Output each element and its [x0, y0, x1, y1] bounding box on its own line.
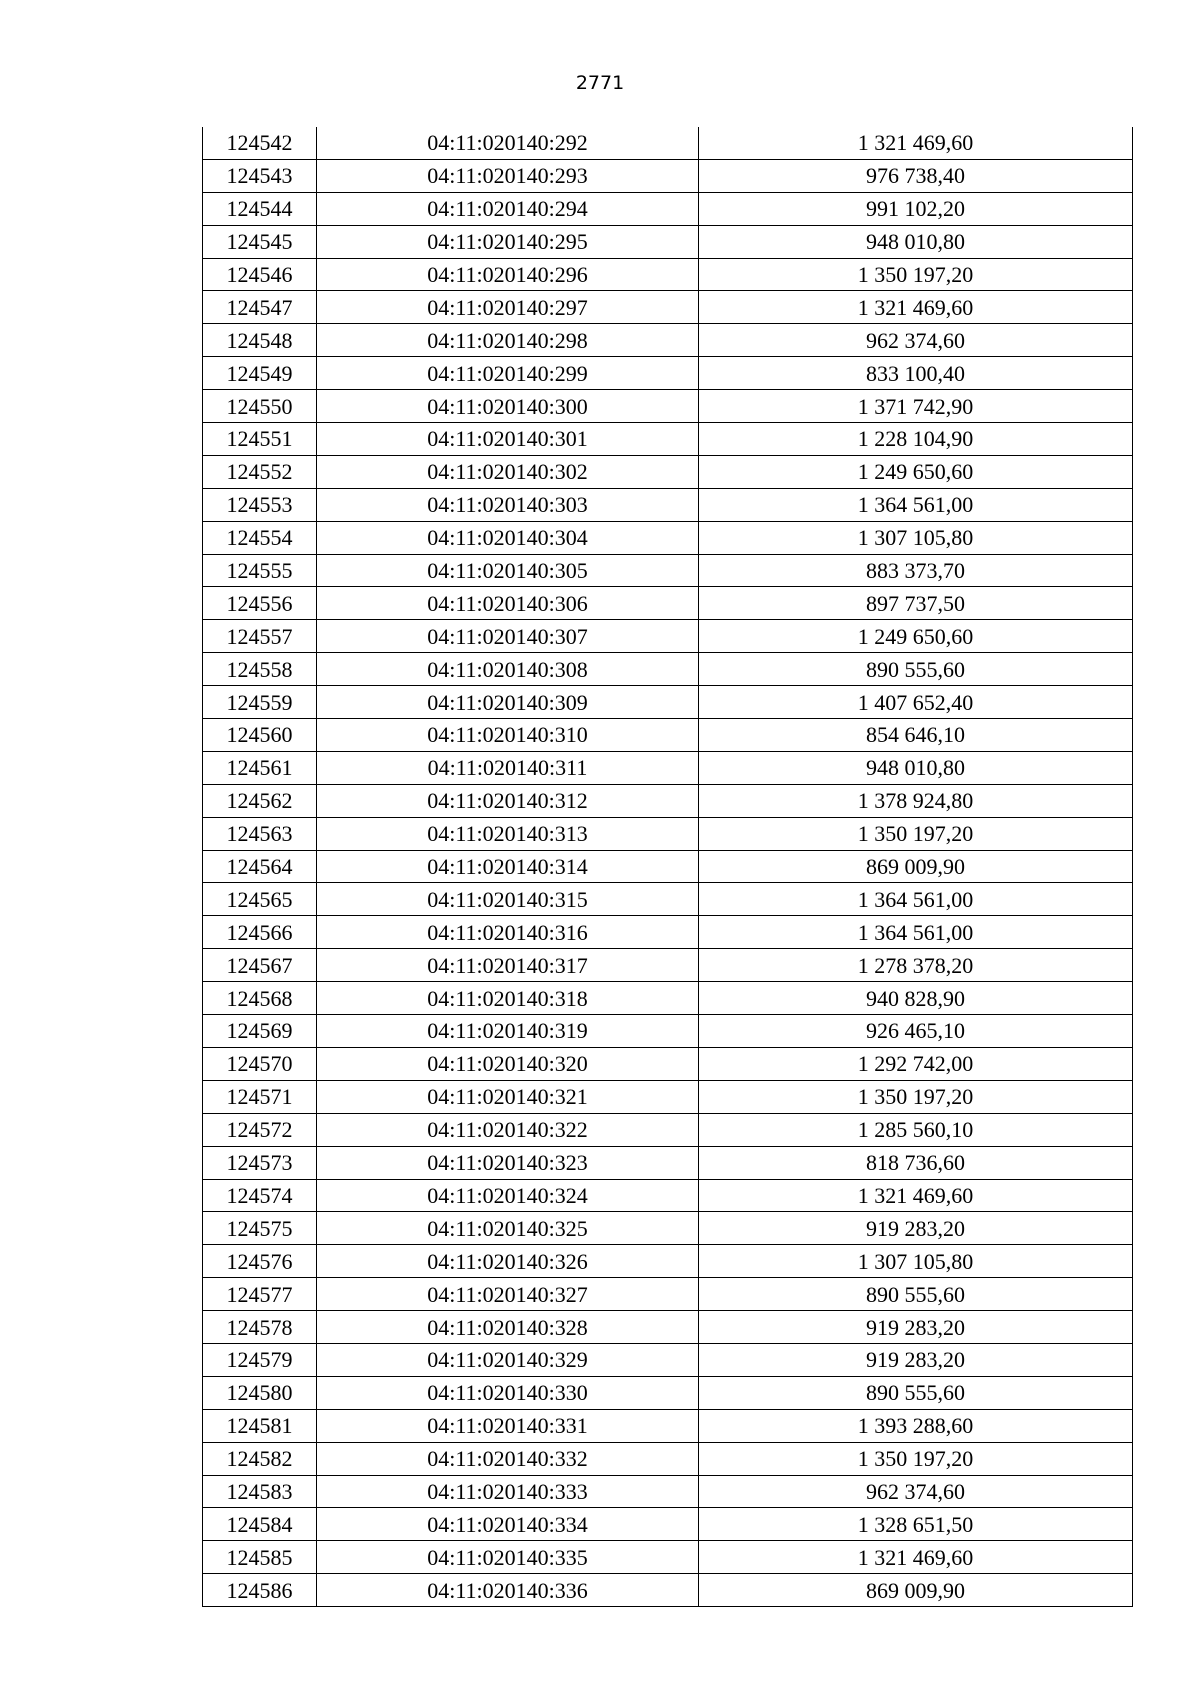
- table-row: [203, 1080, 1133, 1113]
- table-row: [203, 1541, 1133, 1574]
- value-cell: 1 278 378,20: [699, 949, 1133, 982]
- table-row: [203, 1047, 1133, 1080]
- row-number-cell: 124556: [203, 587, 317, 620]
- row-number-cell: 124550: [203, 390, 317, 423]
- value-cell: 890 555,60: [699, 653, 1133, 686]
- table-row: [203, 1113, 1133, 1146]
- table-row: [203, 357, 1133, 390]
- table-row: [203, 784, 1133, 817]
- value-cell: 1 292 742,00: [699, 1047, 1133, 1080]
- table-row: [203, 324, 1133, 357]
- table-row: [203, 488, 1133, 521]
- row-number-cell: 124586: [203, 1574, 317, 1607]
- row-number-cell: 124560: [203, 719, 317, 752]
- table-row: [203, 587, 1133, 620]
- table-row: [203, 291, 1133, 324]
- row-number-cell: 124577: [203, 1278, 317, 1311]
- value-cell: 962 374,60: [699, 324, 1133, 357]
- table-row: [203, 686, 1133, 719]
- value-cell: 1 350 197,20: [699, 258, 1133, 291]
- table-row: [203, 653, 1133, 686]
- row-number-cell: 124549: [203, 357, 317, 390]
- cadastral-number-cell: 04:11:020140:299: [317, 357, 699, 390]
- value-cell: 948 010,80: [699, 751, 1133, 784]
- value-cell: 1 321 469,60: [699, 291, 1133, 324]
- cadastral-number-cell: 04:11:020140:333: [317, 1475, 699, 1508]
- table-row: [203, 159, 1133, 192]
- value-cell: 1 364 561,00: [699, 488, 1133, 521]
- table-row: [203, 916, 1133, 949]
- cadastral-number-cell: 04:11:020140:311: [317, 751, 699, 784]
- cadastral-number-cell: 04:11:020140:329: [317, 1343, 699, 1376]
- table-row: [203, 1311, 1133, 1344]
- page-number: 2771: [575, 72, 625, 94]
- value-cell: 1 328 651,50: [699, 1508, 1133, 1541]
- cadastral-number-cell: 04:11:020140:306: [317, 587, 699, 620]
- table-row: [203, 850, 1133, 883]
- row-number-cell: 124564: [203, 850, 317, 883]
- cadastral-number-cell: 04:11:020140:321: [317, 1080, 699, 1113]
- row-number-cell: 124551: [203, 423, 317, 456]
- row-number-cell: 124571: [203, 1080, 317, 1113]
- table-row: [203, 1409, 1133, 1442]
- cadastral-number-cell: 04:11:020140:305: [317, 554, 699, 587]
- value-cell: 1 249 650,60: [699, 620, 1133, 653]
- cadastral-number-cell: 04:11:020140:301: [317, 423, 699, 456]
- cadastral-number-cell: 04:11:020140:296: [317, 258, 699, 291]
- table-row: [203, 817, 1133, 850]
- row-number-cell: 124548: [203, 324, 317, 357]
- row-number-cell: 124558: [203, 653, 317, 686]
- value-cell: 1 307 105,80: [699, 521, 1133, 554]
- value-cell: 1 364 561,00: [699, 916, 1133, 949]
- cadastral-number-cell: 04:11:020140:308: [317, 653, 699, 686]
- value-cell: 948 010,80: [699, 225, 1133, 258]
- row-number-cell: 124576: [203, 1245, 317, 1278]
- value-cell: 940 828,90: [699, 982, 1133, 1015]
- cadastral-number-cell: 04:11:020140:312: [317, 784, 699, 817]
- cadastral-value-table: [202, 127, 1133, 1607]
- value-cell: 1 350 197,20: [699, 817, 1133, 850]
- cadastral-number-cell: 04:11:020140:313: [317, 817, 699, 850]
- cadastral-number-cell: 04:11:020140:293: [317, 159, 699, 192]
- table-row: [203, 1015, 1133, 1048]
- row-number-cell: 124574: [203, 1179, 317, 1212]
- row-number-cell: 124567: [203, 949, 317, 982]
- row-number-cell: 124557: [203, 620, 317, 653]
- row-number-cell: 124580: [203, 1376, 317, 1409]
- value-cell: 1 321 469,60: [699, 1179, 1133, 1212]
- value-cell: 1 307 105,80: [699, 1245, 1133, 1278]
- row-number-cell: 124582: [203, 1442, 317, 1475]
- row-number-cell: 124581: [203, 1409, 317, 1442]
- cadastral-number-cell: 04:11:020140:328: [317, 1311, 699, 1344]
- table-row: [203, 390, 1133, 423]
- row-number-cell: 124570: [203, 1047, 317, 1080]
- value-cell: 1 321 469,60: [699, 127, 1133, 159]
- cadastral-number-cell: 04:11:020140:327: [317, 1278, 699, 1311]
- cadastral-number-cell: 04:11:020140:316: [317, 916, 699, 949]
- value-cell: 897 737,50: [699, 587, 1133, 620]
- cadastral-number-cell: 04:11:020140:334: [317, 1508, 699, 1541]
- table-row: [203, 127, 1133, 159]
- cadastral-number-cell: 04:11:020140:294: [317, 192, 699, 225]
- cadastral-number-cell: 04:11:020140:315: [317, 883, 699, 916]
- value-cell: 991 102,20: [699, 192, 1133, 225]
- table-row: [203, 1278, 1133, 1311]
- row-number-cell: 124552: [203, 455, 317, 488]
- value-cell: 1 249 650,60: [699, 455, 1133, 488]
- value-cell: 1 364 561,00: [699, 883, 1133, 916]
- cadastral-number-cell: 04:11:020140:307: [317, 620, 699, 653]
- value-cell: 1 228 104,90: [699, 423, 1133, 456]
- cadastral-number-cell: 04:11:020140:325: [317, 1212, 699, 1245]
- table-row: [203, 1376, 1133, 1409]
- table-row: [203, 1475, 1133, 1508]
- cadastral-number-cell: 04:11:020140:292: [317, 127, 699, 159]
- row-number-cell: 124565: [203, 883, 317, 916]
- cadastral-number-cell: 04:11:020140:330: [317, 1376, 699, 1409]
- cadastral-number-cell: 04:11:020140:324: [317, 1179, 699, 1212]
- row-number-cell: 124561: [203, 751, 317, 784]
- cadastral-number-cell: 04:11:020140:336: [317, 1574, 699, 1607]
- value-cell: 833 100,40: [699, 357, 1133, 390]
- value-cell: 1 378 924,80: [699, 784, 1133, 817]
- value-cell: 1 285 560,10: [699, 1113, 1133, 1146]
- value-cell: 919 283,20: [699, 1212, 1133, 1245]
- cadastral-number-cell: 04:11:020140:303: [317, 488, 699, 521]
- value-cell: 883 373,70: [699, 554, 1133, 587]
- cadastral-number-cell: 04:11:020140:320: [317, 1047, 699, 1080]
- table-row: [203, 1212, 1133, 1245]
- cadastral-number-cell: 04:11:020140:295: [317, 225, 699, 258]
- table-row: [203, 982, 1133, 1015]
- row-number-cell: 124575: [203, 1212, 317, 1245]
- row-number-cell: 124566: [203, 916, 317, 949]
- cadastral-number-cell: 04:11:020140:332: [317, 1442, 699, 1475]
- row-number-cell: 124563: [203, 817, 317, 850]
- cadastral-number-cell: 04:11:020140:302: [317, 455, 699, 488]
- table-row: [203, 1442, 1133, 1475]
- row-number-cell: 124562: [203, 784, 317, 817]
- value-cell: 890 555,60: [699, 1278, 1133, 1311]
- row-number-cell: 124578: [203, 1311, 317, 1344]
- table-row: [203, 1343, 1133, 1376]
- table-row: [203, 423, 1133, 456]
- row-number-cell: 124568: [203, 982, 317, 1015]
- cadastral-number-cell: 04:11:020140:314: [317, 850, 699, 883]
- table-row: [203, 1179, 1133, 1212]
- table-row: [203, 620, 1133, 653]
- table-row: [203, 521, 1133, 554]
- value-cell: 869 009,90: [699, 1574, 1133, 1607]
- cadastral-number-cell: 04:11:020140:298: [317, 324, 699, 357]
- cadastral-number-cell: 04:11:020140:335: [317, 1541, 699, 1574]
- row-number-cell: 124583: [203, 1475, 317, 1508]
- cadastral-number-cell: 04:11:020140:318: [317, 982, 699, 1015]
- row-number-cell: 124547: [203, 291, 317, 324]
- row-number-cell: 124545: [203, 225, 317, 258]
- row-number-cell: 124572: [203, 1113, 317, 1146]
- value-cell: 854 646,10: [699, 719, 1133, 752]
- row-number-cell: 124569: [203, 1015, 317, 1048]
- value-cell: 962 374,60: [699, 1475, 1133, 1508]
- table-row: [203, 1245, 1133, 1278]
- table-row: [203, 554, 1133, 587]
- row-number-cell: 124584: [203, 1508, 317, 1541]
- value-cell: 919 283,20: [699, 1343, 1133, 1376]
- row-number-cell: 124579: [203, 1343, 317, 1376]
- table-row: [203, 1574, 1133, 1607]
- table-row: [203, 192, 1133, 225]
- table-row: [203, 751, 1133, 784]
- cadastral-number-cell: 04:11:020140:326: [317, 1245, 699, 1278]
- table-row: [203, 455, 1133, 488]
- row-number-cell: 124553: [203, 488, 317, 521]
- cadastral-number-cell: 04:11:020140:319: [317, 1015, 699, 1048]
- cadastral-number-cell: 04:11:020140:304: [317, 521, 699, 554]
- table-row: [203, 225, 1133, 258]
- value-cell: 1 407 652,40: [699, 686, 1133, 719]
- value-cell: 1 350 197,20: [699, 1080, 1133, 1113]
- cadastral-number-cell: 04:11:020140:317: [317, 949, 699, 982]
- row-number-cell: 124546: [203, 258, 317, 291]
- cadastral-number-cell: 04:11:020140:309: [317, 686, 699, 719]
- value-cell: 926 465,10: [699, 1015, 1133, 1048]
- table-body: [203, 127, 1133, 1607]
- table-row: [203, 883, 1133, 916]
- cadastral-number-cell: 04:11:020140:297: [317, 291, 699, 324]
- value-cell: 919 283,20: [699, 1311, 1133, 1344]
- table-row: [203, 949, 1133, 982]
- table-row: [203, 1508, 1133, 1541]
- row-number-cell: 124542: [203, 127, 317, 159]
- table-row: [203, 1146, 1133, 1179]
- value-cell: 869 009,90: [699, 850, 1133, 883]
- cadastral-number-cell: 04:11:020140:300: [317, 390, 699, 423]
- row-number-cell: 124573: [203, 1146, 317, 1179]
- row-number-cell: 124554: [203, 521, 317, 554]
- row-number-cell: 124559: [203, 686, 317, 719]
- value-cell: 1 393 288,60: [699, 1409, 1133, 1442]
- cadastral-number-cell: 04:11:020140:322: [317, 1113, 699, 1146]
- value-cell: 976 738,40: [699, 159, 1133, 192]
- table-row: [203, 258, 1133, 291]
- cadastral-number-cell: 04:11:020140:331: [317, 1409, 699, 1442]
- row-number-cell: 124585: [203, 1541, 317, 1574]
- value-cell: 890 555,60: [699, 1376, 1133, 1409]
- row-number-cell: 124544: [203, 192, 317, 225]
- table-row: [203, 719, 1133, 752]
- cadastral-number-cell: 04:11:020140:323: [317, 1146, 699, 1179]
- row-number-cell: 124543: [203, 159, 317, 192]
- cadastral-number-cell: 04:11:020140:310: [317, 719, 699, 752]
- value-cell: 1 371 742,90: [699, 390, 1133, 423]
- value-cell: 818 736,60: [699, 1146, 1133, 1179]
- value-cell: 1 350 197,20: [699, 1442, 1133, 1475]
- value-cell: 1 321 469,60: [699, 1541, 1133, 1574]
- row-number-cell: 124555: [203, 554, 317, 587]
